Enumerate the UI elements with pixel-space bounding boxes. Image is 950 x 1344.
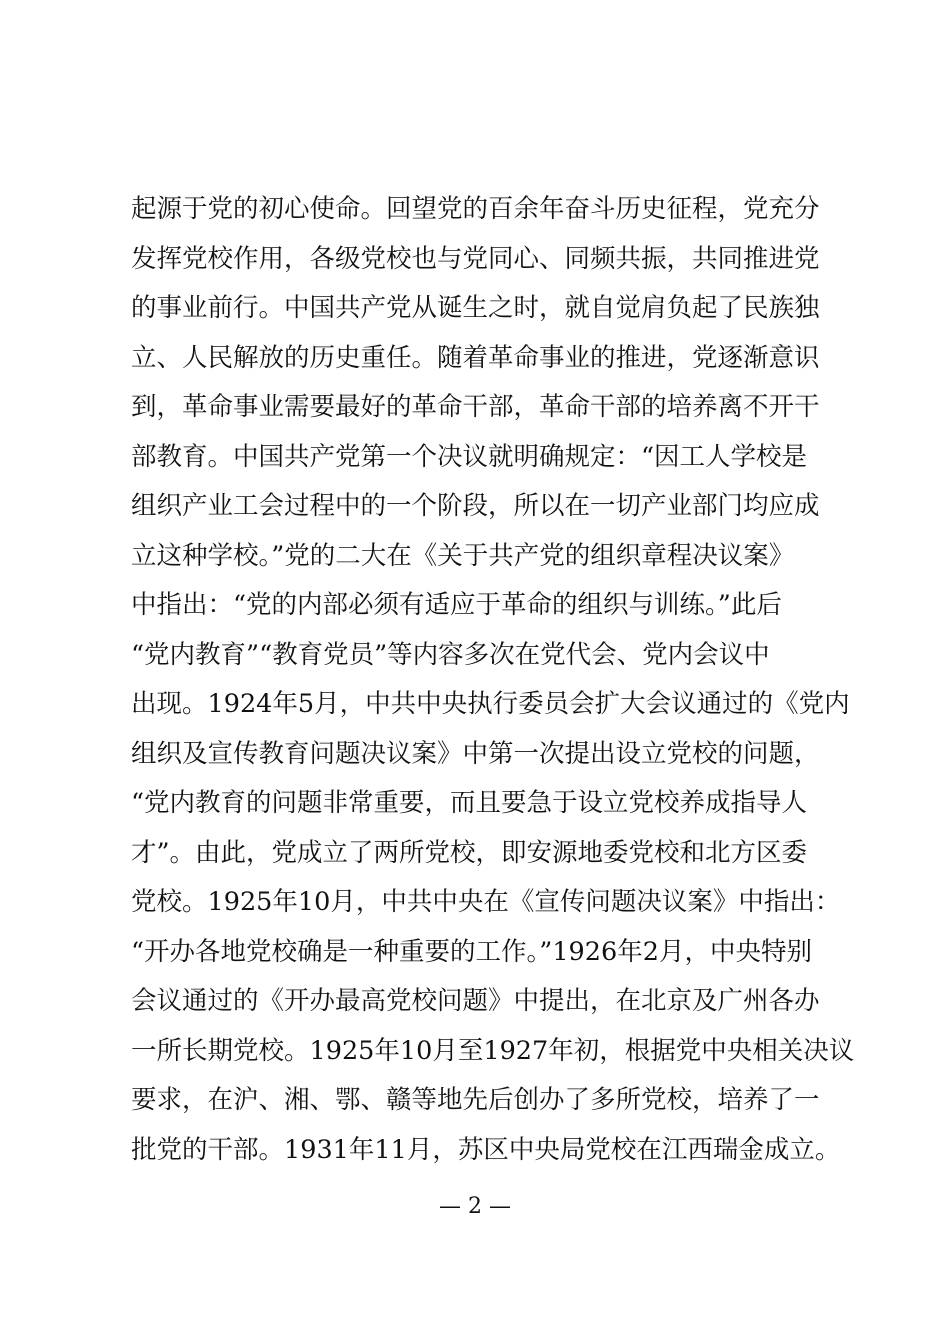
text-line-8: 立这种学校。”党的二大在《关于共产党的组织章程决议案》	[131, 540, 795, 571]
body-paragraph	[131, 185, 861, 1175]
page-number: — 2 —	[439, 1194, 511, 1219]
text-line-4: 立、人民解放的历史重任。随着革命事业的推进，党逐渐意识	[131, 342, 820, 373]
text-line-15: 党校。1925年10月，中共中央在《宣传问题决议案》中指出：	[131, 887, 841, 917]
text-line-3: 的事业前行。中国共产党从诞生之时，就自觉肩负起了民族独	[131, 293, 820, 323]
text-line-6: 部教育。中国共产党第一个决议就明确规定：“因工人学校是	[131, 441, 808, 472]
text-line-9: 中指出：“党的内部必须有适应于革命的组织与训练。”此后	[131, 590, 782, 620]
text-line-13: “党内教育的问题非常重要，而且要急于设立党校养成指导人	[131, 788, 808, 818]
text-line-1: 起源于党的初心使命。回望党的百余年奋斗历史征程，党充分	[131, 194, 820, 224]
text-line-16: “开办各地党校确是一种重要的工作。”1926年2月，中央特别	[131, 936, 812, 967]
text-line-19: 要求，在沪、湘、鄂、赣等地先后创办了多所党校，培养了一	[131, 1085, 820, 1115]
text-line-18: 一所长期党校。1925年10月至1927年初，根据党中央相关决议	[131, 1035, 855, 1066]
text-line-14: 才”。由此，党成立了两所党校，即安源地委党校和北方区委	[131, 837, 808, 868]
text-line-2: 发挥党校作用，各级党校也与党同心、同频共振，共同推进党	[131, 243, 820, 274]
text-line-10: “党内教育”“教育党员”等内容多次在党代会、党内会议中	[131, 639, 770, 670]
text-line-12: 组织及宣传教育问题决议案》中第一次提出设立党校的问题，	[131, 738, 820, 769]
text-line-17: 会议通过的《开办最高党校问题》中提出，在北京及广州各办	[131, 986, 820, 1016]
text-line-20: 批党的干部。1931年11月，苏区中央局党校在江西瑞金成立。	[131, 1134, 841, 1165]
text-line-5: 到，革命事业需要最好的革命干部，革命干部的培养离不开干	[131, 392, 820, 422]
text-line-11: 出现。1924年5月，中共中央执行委员会扩大会议通过的《党内	[131, 689, 850, 719]
text-line-7: 组织产业工会过程中的一个阶段，所以在一切产业部门均应成	[131, 491, 820, 521]
